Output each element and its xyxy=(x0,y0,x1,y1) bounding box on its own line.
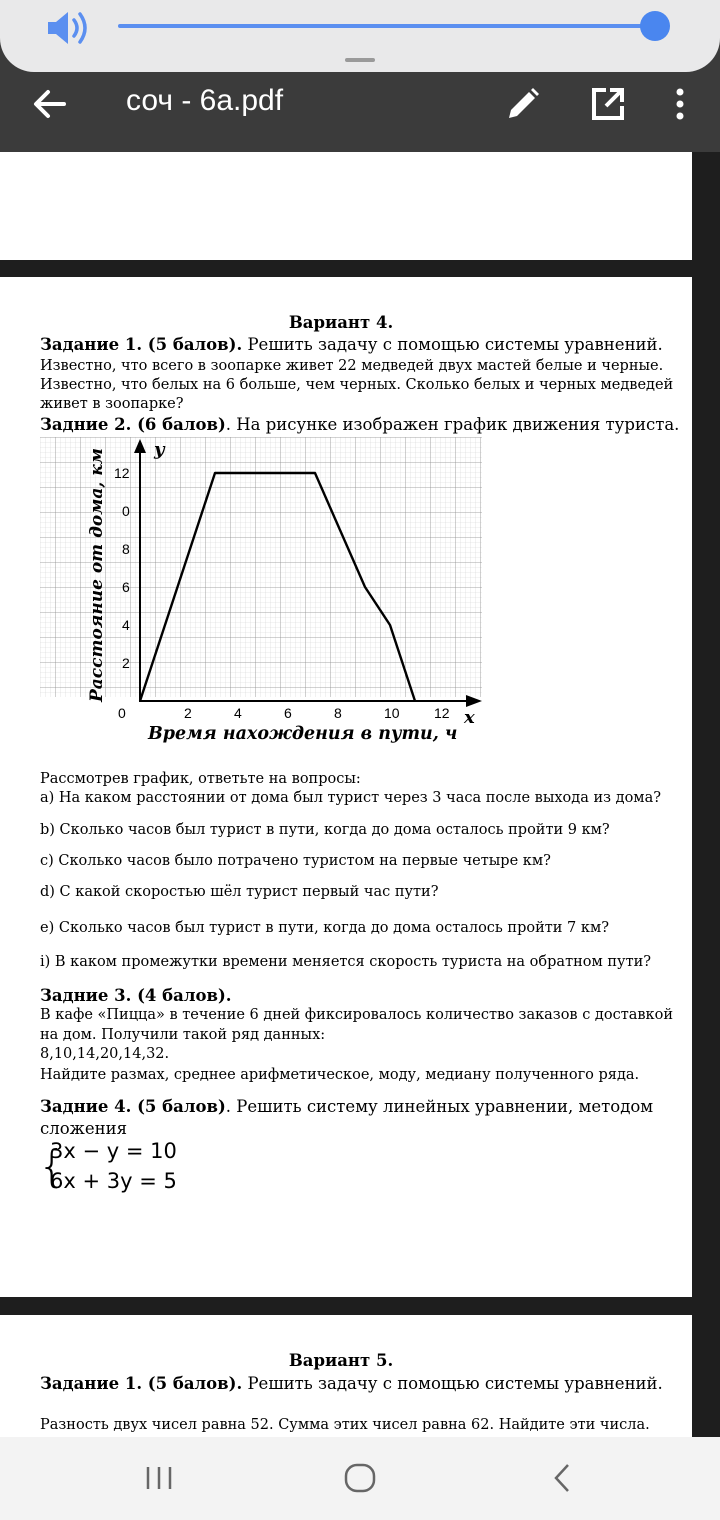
y-tick-label: 2 xyxy=(122,655,130,671)
document-title: соч - 6а.pdf xyxy=(126,84,284,117)
navigation-bar xyxy=(0,1437,720,1520)
more-options-button[interactable] xyxy=(670,86,690,126)
task3-heading: Задние 3. (4 балов). xyxy=(40,986,232,1005)
volume-speaker-button[interactable] xyxy=(44,8,94,52)
x-axis-letter: x xyxy=(464,707,475,728)
task1-line-2: Известно, что белых на 6 больше, чем черных. Сколько белых и черных медведей xyxy=(40,377,674,393)
task3-line-2: на дом. Получили такой ряд данных: xyxy=(40,1027,326,1043)
task1-line-3: живет в зоопарке? xyxy=(40,396,184,412)
x-tick-label: 2 xyxy=(184,705,192,721)
arrow-left-icon xyxy=(30,86,70,122)
chevron-left-icon xyxy=(548,1463,578,1493)
question-e: е) Сколько часов был турист в пути, когда до дома осталось пройти 7 км? xyxy=(40,920,610,936)
recents-button[interactable] xyxy=(144,1463,174,1497)
home-button[interactable] xyxy=(343,1463,377,1497)
question-d: d) С какой скоростью шёл турист первый час пути? xyxy=(40,884,439,900)
nav-back-button[interactable] xyxy=(548,1463,578,1497)
recents-icon xyxy=(144,1463,174,1493)
panel-handle[interactable] xyxy=(345,58,375,62)
pdf-page-previous xyxy=(0,152,692,260)
open-external-icon xyxy=(590,86,626,122)
question-i: i) В каком промежутки времени меняется скорость туриста на обратном пути? xyxy=(40,954,652,970)
volume-panel xyxy=(0,0,720,72)
task3-line-4: Найдите размах, среднее арифметическое, моду, медиану полученного ряда. xyxy=(40,1067,640,1083)
task3-line-1: В кафе «Пицца» в течение 6 дней фиксировалось количество заказов с доставкой xyxy=(40,1007,674,1023)
x-tick-label: 4 xyxy=(234,705,242,721)
equation-2: 6x + 3y = 5 xyxy=(50,1169,177,1193)
variant-title-5: Вариант 5. xyxy=(288,1351,394,1370)
x-tick-label: 6 xyxy=(284,705,292,721)
x-tick-label: 10 xyxy=(384,705,400,721)
volume-slider-thumb[interactable] xyxy=(640,11,670,41)
question-a: а) На каком расстоянии от дома был турист через 3 часа после выхода из дома? xyxy=(40,790,661,806)
pdf-page-variant-5 xyxy=(0,1315,692,1437)
x-tick-label: 12 xyxy=(434,705,450,721)
questions-intro: Рассмотрев график, ответьте на вопросы: xyxy=(40,771,361,787)
equation-1: 3x − y = 10 xyxy=(50,1139,177,1163)
open-with-button[interactable] xyxy=(590,86,626,126)
edit-button[interactable] xyxy=(505,86,541,126)
home-icon xyxy=(343,1463,377,1493)
task4-line-2: сложения xyxy=(40,1119,128,1138)
y-axis-letter: y xyxy=(154,439,165,460)
y-tick-label: 8 xyxy=(122,541,130,557)
task1-line-v5: Разность двух чисел равна 52. Сумма этих чисел равна 62. Найдите эти числа. xyxy=(40,1417,650,1433)
pdf-page-variant-4 xyxy=(0,277,692,1297)
y-axis-label: Расстояние от дома, км xyxy=(87,448,107,702)
x-tick-label: 0 xyxy=(118,705,126,721)
x-tick-label: 8 xyxy=(334,705,342,721)
y-tick-label: 4 xyxy=(122,617,130,633)
question-b: b) Сколько часов был турист в пути, когда до дома осталось пройти 9 км? xyxy=(40,822,610,838)
travel-graph xyxy=(30,437,500,751)
task2-heading: Задние 2. (6 балов). На рисунке изображен график движения туриста. xyxy=(40,415,680,434)
task4-heading: Задние 4. (5 балов). Решить систему линейных уравнении, методом xyxy=(40,1097,654,1116)
x-axis-label: Время нахождения в пути, ч xyxy=(148,724,458,744)
y-tick-label: 6 xyxy=(122,579,130,595)
task3-data: 8,10,14,20,14,32. xyxy=(40,1046,170,1062)
task1-line-1: Известно, что всего в зоопарке живет 22 медведей двух мастей белые и черные. xyxy=(40,358,664,374)
task1-heading-v5: Задание 1. (5 балов). Решить задачу с помощью системы уравнений. xyxy=(40,1374,663,1393)
system-brace: { xyxy=(38,1141,66,1192)
more-vert-icon xyxy=(670,86,690,122)
task1-heading: Задание 1. (5 балов). Решить задачу с помощью системы уравнений. xyxy=(40,335,663,354)
question-c: c) Сколько часов было потрачено туристом на первые четыре км? xyxy=(40,853,551,869)
pencil-icon xyxy=(505,86,541,122)
variant-title: Вариант 4. xyxy=(288,313,394,332)
y-tick-label: 0 xyxy=(122,503,130,519)
volume-slider-track[interactable] xyxy=(118,24,658,28)
y-tick-label: 12 xyxy=(114,465,130,481)
back-button[interactable] xyxy=(30,86,70,126)
speaker-icon xyxy=(44,8,94,48)
